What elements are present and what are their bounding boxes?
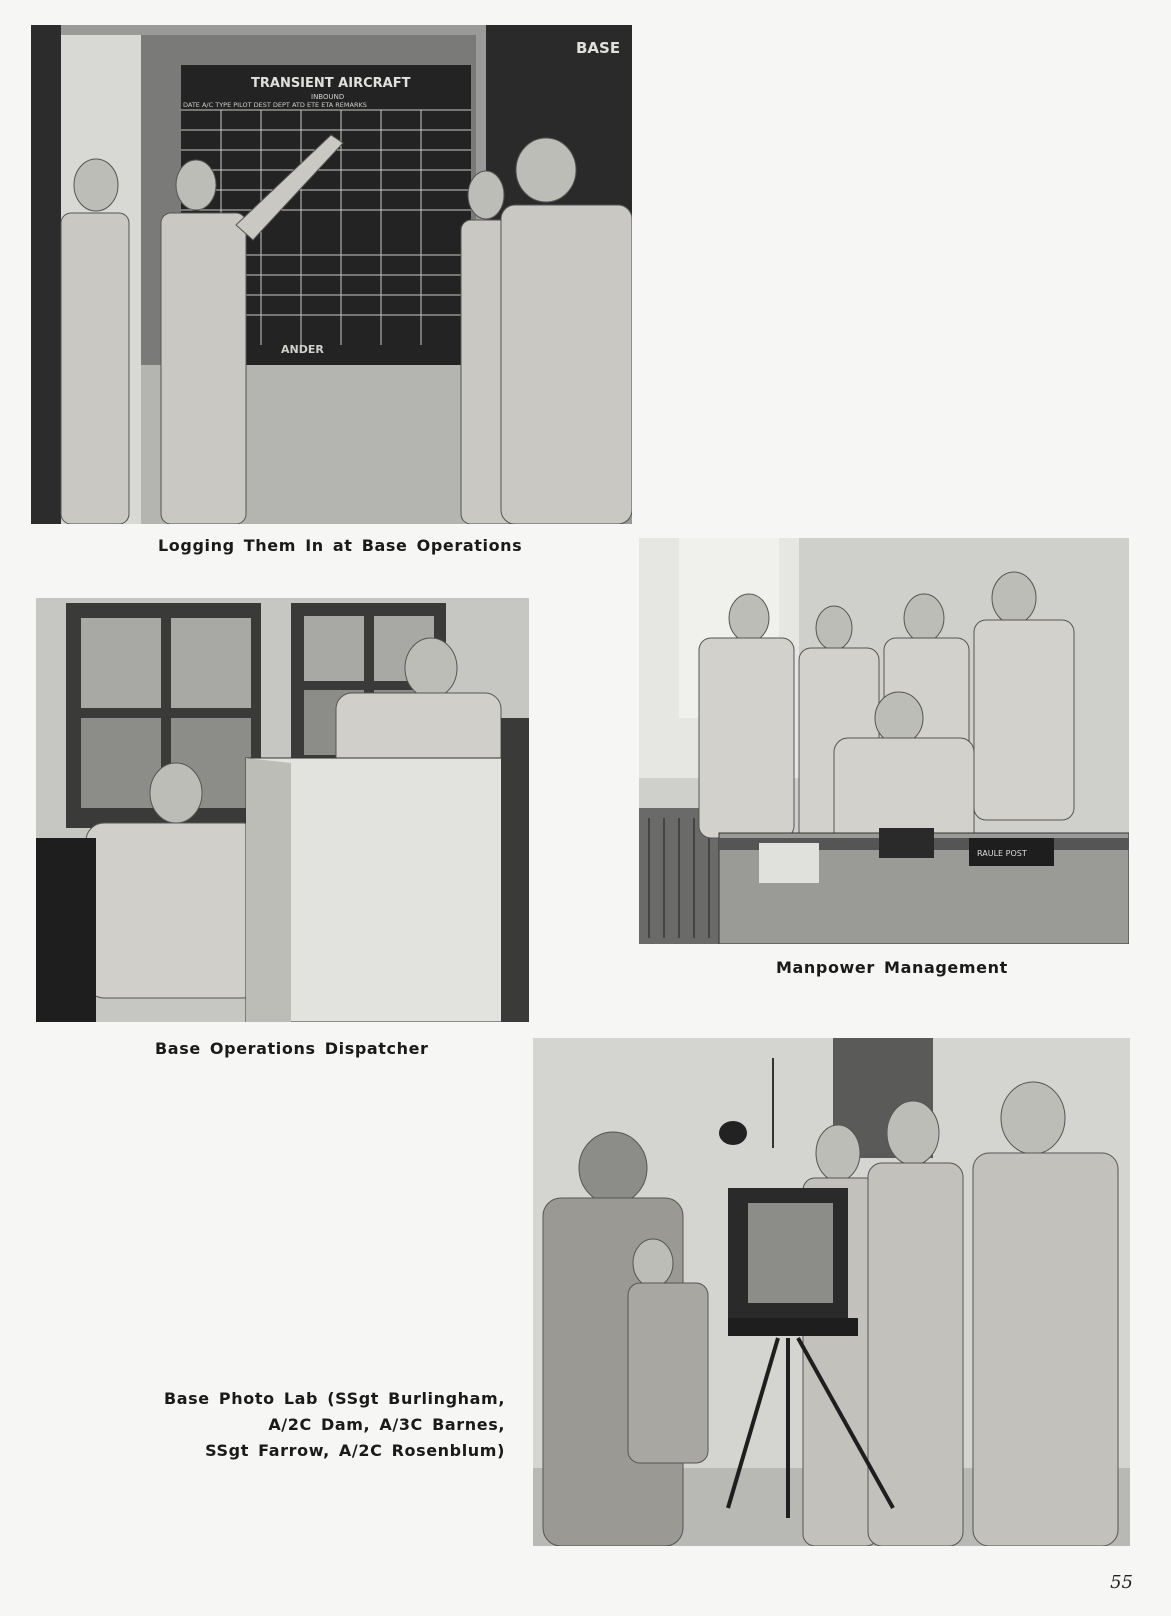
photo-logging-base-operations bbox=[31, 25, 632, 524]
photo-dispatcher-image bbox=[36, 598, 529, 1022]
caption-dispatcher: Base Operations Dispatcher bbox=[155, 1039, 429, 1058]
photo-base-operations-dispatcher bbox=[36, 598, 529, 1022]
photo-manpower-management bbox=[639, 538, 1129, 944]
photo-base-photo-lab bbox=[533, 1038, 1130, 1546]
page-number: 55 bbox=[1110, 1572, 1133, 1593]
board-right-title: BASE bbox=[576, 39, 621, 57]
photo-logging-image bbox=[31, 25, 632, 524]
caption-photo-lab-line-1: Base Photo Lab (SSgt Burlingham, bbox=[163, 1389, 505, 1408]
board-footer: ANDER bbox=[281, 343, 324, 356]
desk-nameplate: RAULE POST bbox=[977, 849, 1027, 858]
board-columns: DATE A/C TYPE PILOT DEST DEPT ATD ETE ETA REMARKS bbox=[183, 101, 367, 109]
caption-photo-lab-line-3: SSgt Farrow, A/2C Rosenblum) bbox=[205, 1441, 505, 1460]
board-title: TRANSIENT AIRCRAFT bbox=[251, 76, 411, 91]
caption-logging: Logging Them In at Base Operations bbox=[158, 536, 523, 555]
caption-photo-lab-line-2: A/2C Dam, A/3C Barnes, bbox=[268, 1415, 505, 1434]
board-subtitle: INBOUND bbox=[311, 93, 345, 101]
photo-lab-image bbox=[533, 1038, 1130, 1546]
photo-manpower-image bbox=[639, 538, 1129, 944]
caption-photo-lab bbox=[164, 1386, 505, 1464]
caption-manpower: Manpower Management bbox=[776, 958, 1008, 977]
